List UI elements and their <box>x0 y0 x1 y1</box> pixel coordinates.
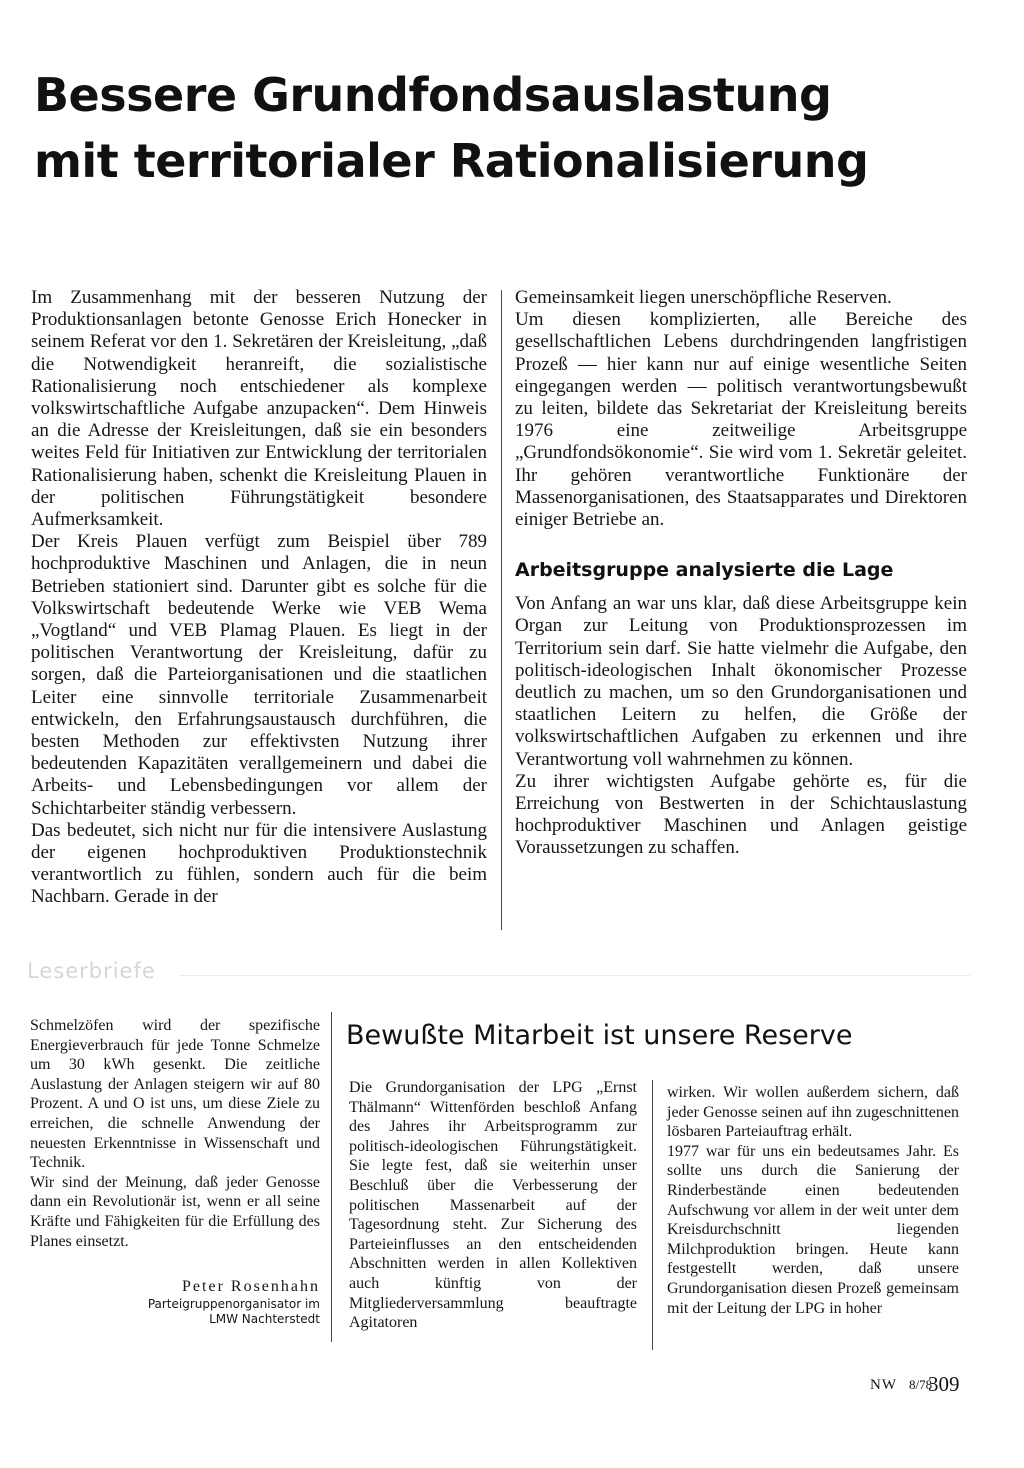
article1-paragraph: Das bedeutet, sich nicht nur für die intensivere Auslastung der eigenen hochproduktiven Produktionstechnik verantwortlich zu fühlen, sondern auch für die beim Nachbarn. Gerade in der <box>31 819 487 908</box>
headline-line-2: mit territorialer Rationalisierung <box>34 134 869 188</box>
column-divider <box>501 290 502 930</box>
headline <box>34 62 994 194</box>
article2-column-1 <box>349 1078 637 1333</box>
section-label: Leserbriefe <box>27 959 156 983</box>
letter-box <box>30 1016 320 1327</box>
column-divider <box>652 1080 653 1350</box>
article2-column-2 <box>667 1083 959 1318</box>
article2-title: Bewußte Mitarbeit ist unsere Reserve <box>346 1020 853 1051</box>
article1-column-1 <box>31 287 487 909</box>
column-divider <box>331 1012 332 1342</box>
page-footer <box>870 1372 960 1396</box>
journal-name: NW <box>870 1377 897 1393</box>
page-number: 309 <box>928 1372 960 1396</box>
article1-column-2 <box>515 287 967 860</box>
article1-paragraph: Der Kreis Plauen verfügt zum Beispiel über 789 hochproduktive Maschinen und Anlagen, die in neun Betrieben stationiert sind. Darunter gibt es solche für die Volkswirtschaft bedeutende Werke wie VEB Wema „Vogtland“ und VEB Plamag Plauen. Es liegt in der politischen Verantwortung der Kreisleitung, dafür zu sorgen, daß die Parteiorganisationen und die staatlichen Leiter eine sinnvolle territoriale Zusammenarbeit entwickeln, den Erfahrungsaustausch durchführen, die besten Methoden zur effektivsten Nutzung ihrer bedeutenden Kapazitäten verallgemeinern und dabei die Arbeits- und Lebensbedingungen vor allem der Schichtarbeiter ständig verbessern. <box>31 531 487 819</box>
headline-line-1: Bessere Grundfondsauslastung <box>34 68 832 122</box>
article1-paragraph: Von Anfang an war uns klar, daß diese Arbeitsgruppe kein Organ zur Leitung von Produktionsprozessen im Territorium sein darf. Sie hatte vielmehr die Aufgabe, den politisch-ideologischen Inhalt ökonomischer Prozesse deutlich zu machen, um so den Grundorganisationen und staatlichen Leitern zu helfen, die Größe der volkswirtschaftlichen Aufgaben zu erkennen und ihre Verantwortung voll wahrnehmen zu können. <box>515 593 967 770</box>
letter-author-org: LMW Nachterstedt <box>209 1312 320 1327</box>
letter-author: Peter Rosenhahn <box>182 1278 320 1296</box>
letter-paragraph: Wir sind der Meinung, daß jeder Genosse dann ein Revolutionär ist, wenn er all seine Kräfte und Fähigkeiten für die Erfüllung des Planes einsetzt. <box>30 1173 320 1250</box>
article1-paragraph: Um diesen komplizierten, alle Bereiche des gesellschaftlichen Lebens durchdringenden langfristigen Prozeß — hier kann nur auf einige wesentliche Seiten eingegangen werden — politisch verantwortungsbewußt zu leiten, bildete das Sekretariat der Kreisleitung bereits 1976 eine zeitweilige Arbeitsgruppe „Grundfondsökonomie“. Sie wird vom 1. Sekretär geleitet. Ihr gehören verantwortliche Funktionäre der Massenorganisationen, des Staatsapparates und Direktoren einiger Betriebe an. <box>515 309 967 531</box>
article1-paragraph: Gemeinsamkeit liegen unerschöpfliche Reserven. <box>515 287 892 308</box>
section-rule <box>180 975 970 976</box>
article1-paragraph: Zu ihrer wichtigsten Aufgabe gehörte es, für die Erreichung von Bestwerten in der Schichtauslastung hochproduktiver Maschinen und Anlagen geistige Voraussetzungen zu schaffen. <box>515 770 967 859</box>
article1-subheading: Arbeitsgruppe analysierte die Lage <box>515 559 894 582</box>
article2-paragraph: Die Grundorganisation der LPG „Ernst Thälmann“ Wittenförden beschloß Anfang des Jahres ihr Arbeitsprogramm zur politisch-ideologischen Führungstätigkeit. Sie legte fest, daß sie weiterhin unser Beschluß über die Verbesserung der politischen Massenarbeit auf der Tagesordnung steht. Zur Sicherung des Parteieinflusses an den entscheidenden Abschnitten werden in allen Kollektiven auch künftig von der Mitgliederversammlung beauftragte Agitatoren <box>349 1079 637 1332</box>
issue-number: 8/78 <box>909 1377 933 1392</box>
letter-signature <box>30 1277 320 1327</box>
article2-paragraph: 1977 war für uns ein bedeutsames Jahr. Es sollte uns durch die Sanierung der Rinderbestände einen bedeutenden Aufschwung vor allem in der weit unter dem Kreisdurchschnitt liegenden Milchproduktion bringen. Heute kann festgestellt werden, daß unsere Grundorganisation diesen Prozeß gemeinsam mit der Leitung der LPG in hoher <box>667 1142 959 1317</box>
article2-paragraph: wirken. Wir wollen außerdem sichern, daß jeder Genosse seinen auf ihn zugeschnittenen lösbaren Parteiauftrag erhält. <box>667 1084 959 1141</box>
article1-paragraph: Im Zusammenhang mit der besseren Nutzung der Produktionsanlagen betonte Genosse Erich Honecker in seinem Referat vor den 1. Sekretären der Kreisleitung, „daß die Notwendigkeit heranreift, die sozialistische Rationalisierung noch entschiedener als komplexe volkswirtschaftliche Aufgabe anzupacken“. Dem Hinweis an die Adresse der Kreisleitungen, daß sie ein besonders weites Feld für Initiativen zur Entwicklung der territorialen Rationalisierung haben, schenkt die Kreisleitung Plauen in der politischen Führungstätigkeit besondere Aufmerksamkeit. <box>31 287 487 531</box>
letter-author-role: Parteigruppenorganisator im <box>147 1297 320 1312</box>
letter-paragraph: Schmelzöfen wird der spezifische Energieverbrauch für jede Tonne Schmelze um 30 kWh gesenkt. Die zeitliche Auslastung der Anlagen steigern wir auf 80 Prozent. A und O ist uns, um diese Ziele zu erreichen, die schnelle Anwendung der neuesten Erkenntnisse in Wissenschaft und Technik. <box>30 1017 320 1172</box>
